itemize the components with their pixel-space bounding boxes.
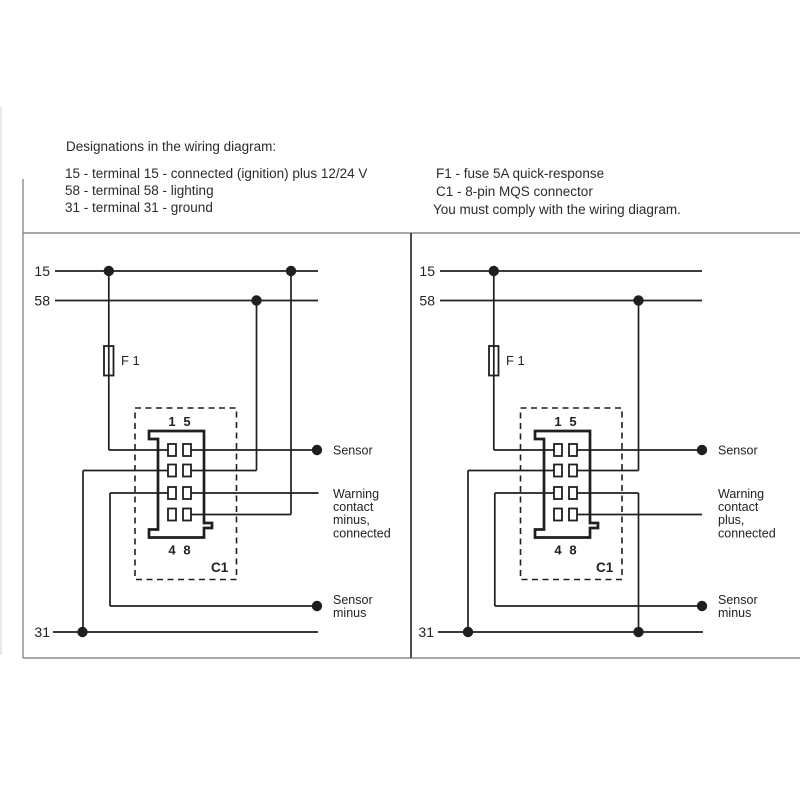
terminal-31-label: 31 bbox=[34, 624, 50, 640]
pin-4 bbox=[168, 509, 176, 521]
legend-title: Designations in the wiring diagram: bbox=[66, 139, 277, 154]
warning-label-line2: contact bbox=[333, 500, 374, 514]
pin-4-label: 4 bbox=[168, 542, 176, 558]
junction-dot-58-pin6 bbox=[251, 295, 261, 305]
pin-2 bbox=[168, 465, 176, 477]
junction-dot-15-fuse bbox=[104, 266, 114, 276]
pin-8 bbox=[183, 509, 191, 521]
warning-label-line4: connected bbox=[718, 526, 776, 541]
pin-4-label: 4 bbox=[554, 542, 562, 558]
fuse-f1-label: F 1 bbox=[121, 353, 140, 368]
junction-dot-31-pin2 bbox=[463, 627, 473, 637]
pin-7 bbox=[569, 487, 577, 499]
sensor-minus-label-line2: minus bbox=[718, 606, 752, 620]
pin-6 bbox=[569, 465, 577, 477]
pin-5-label: 5 bbox=[183, 414, 191, 429]
terminal-58-label: 58 bbox=[419, 292, 435, 309]
junction-dot-58-pin6 bbox=[633, 295, 643, 305]
legend-item-terminal-58: 58 - terminal 58 - lighting bbox=[65, 183, 214, 198]
pin-7 bbox=[183, 487, 191, 499]
figure-frame bbox=[1, 107, 800, 658]
connector-c1-outline bbox=[149, 431, 212, 538]
connector-c1-outline bbox=[535, 431, 598, 538]
sensor-minus-label-line2: minus bbox=[333, 606, 367, 620]
sensor-minus-label-line1: Sensor bbox=[718, 593, 758, 607]
pin-5-label: 5 bbox=[569, 414, 577, 429]
legend-note-comply: You must comply with the wiring diagram. bbox=[433, 202, 681, 217]
pin-1-label: 1 bbox=[554, 414, 562, 429]
connector-c1-label: C1 bbox=[596, 560, 614, 575]
pin-8-label: 8 bbox=[183, 542, 191, 558]
pin-8-label: 8 bbox=[569, 542, 577, 558]
pin-3 bbox=[554, 487, 562, 499]
sensor-minus-label-line1: Sensor bbox=[333, 593, 373, 607]
warning-label-line4: connected bbox=[333, 526, 391, 541]
pin-5 bbox=[569, 444, 577, 456]
junction-dot-31-pin2 bbox=[77, 627, 87, 637]
warning-label-line3: minus, bbox=[333, 513, 370, 527]
junction-dot-15-pin8 bbox=[286, 266, 296, 276]
sensor-minus-terminal-dot bbox=[697, 601, 707, 611]
terminal-31-label: 31 bbox=[418, 624, 434, 640]
pin-1 bbox=[168, 444, 176, 456]
warning-label-line2: contact bbox=[718, 500, 759, 514]
junction-dots bbox=[463, 266, 707, 637]
sensor-label: Sensor bbox=[718, 443, 758, 458]
legend-item-connector-c1: C1 - 8-pin MQS connector bbox=[436, 184, 593, 199]
fuse-f1-label: F 1 bbox=[506, 353, 525, 368]
pin-2 bbox=[554, 465, 562, 477]
terminal-15-label: 15 bbox=[34, 263, 50, 279]
pin-8 bbox=[569, 509, 577, 521]
sensor-label: Sensor bbox=[333, 443, 373, 458]
wiring-diagram-right bbox=[418, 263, 775, 640]
sensor-terminal-dot bbox=[312, 445, 322, 455]
terminal-58-label: 58 bbox=[34, 292, 50, 309]
legend-item-terminal-15: 15 - terminal 15 - connected (ignition) plus 12/24 V bbox=[65, 166, 368, 181]
pin-3 bbox=[168, 487, 176, 499]
junction-dots bbox=[77, 266, 322, 637]
legend-item-fuse-f1: F1 - fuse 5A quick-response bbox=[436, 166, 605, 181]
junction-dot-31-pin7 bbox=[633, 627, 643, 637]
warning-label-line3: plus, bbox=[718, 513, 745, 527]
connector-c1-pins bbox=[554, 444, 577, 521]
connector-c1-label: C1 bbox=[211, 560, 229, 575]
sensor-minus-terminal-dot bbox=[312, 601, 322, 611]
terminal-15-label: 15 bbox=[419, 263, 435, 279]
warning-label-line1: Warning bbox=[333, 487, 380, 501]
pin-1 bbox=[554, 444, 562, 456]
legend-item-terminal-31: 31 - terminal 31 - ground bbox=[65, 200, 213, 215]
pin-4 bbox=[554, 509, 562, 521]
connector-c1-pins bbox=[168, 444, 191, 521]
junction-dot-15-fuse bbox=[489, 266, 499, 276]
sensor-terminal-dot bbox=[697, 445, 707, 455]
pin-6 bbox=[183, 465, 191, 477]
warning-label-line1: Warning bbox=[718, 487, 765, 501]
pin-5 bbox=[183, 444, 191, 456]
pin-1-label: 1 bbox=[168, 414, 176, 429]
wiring-diagram-left bbox=[34, 263, 390, 640]
